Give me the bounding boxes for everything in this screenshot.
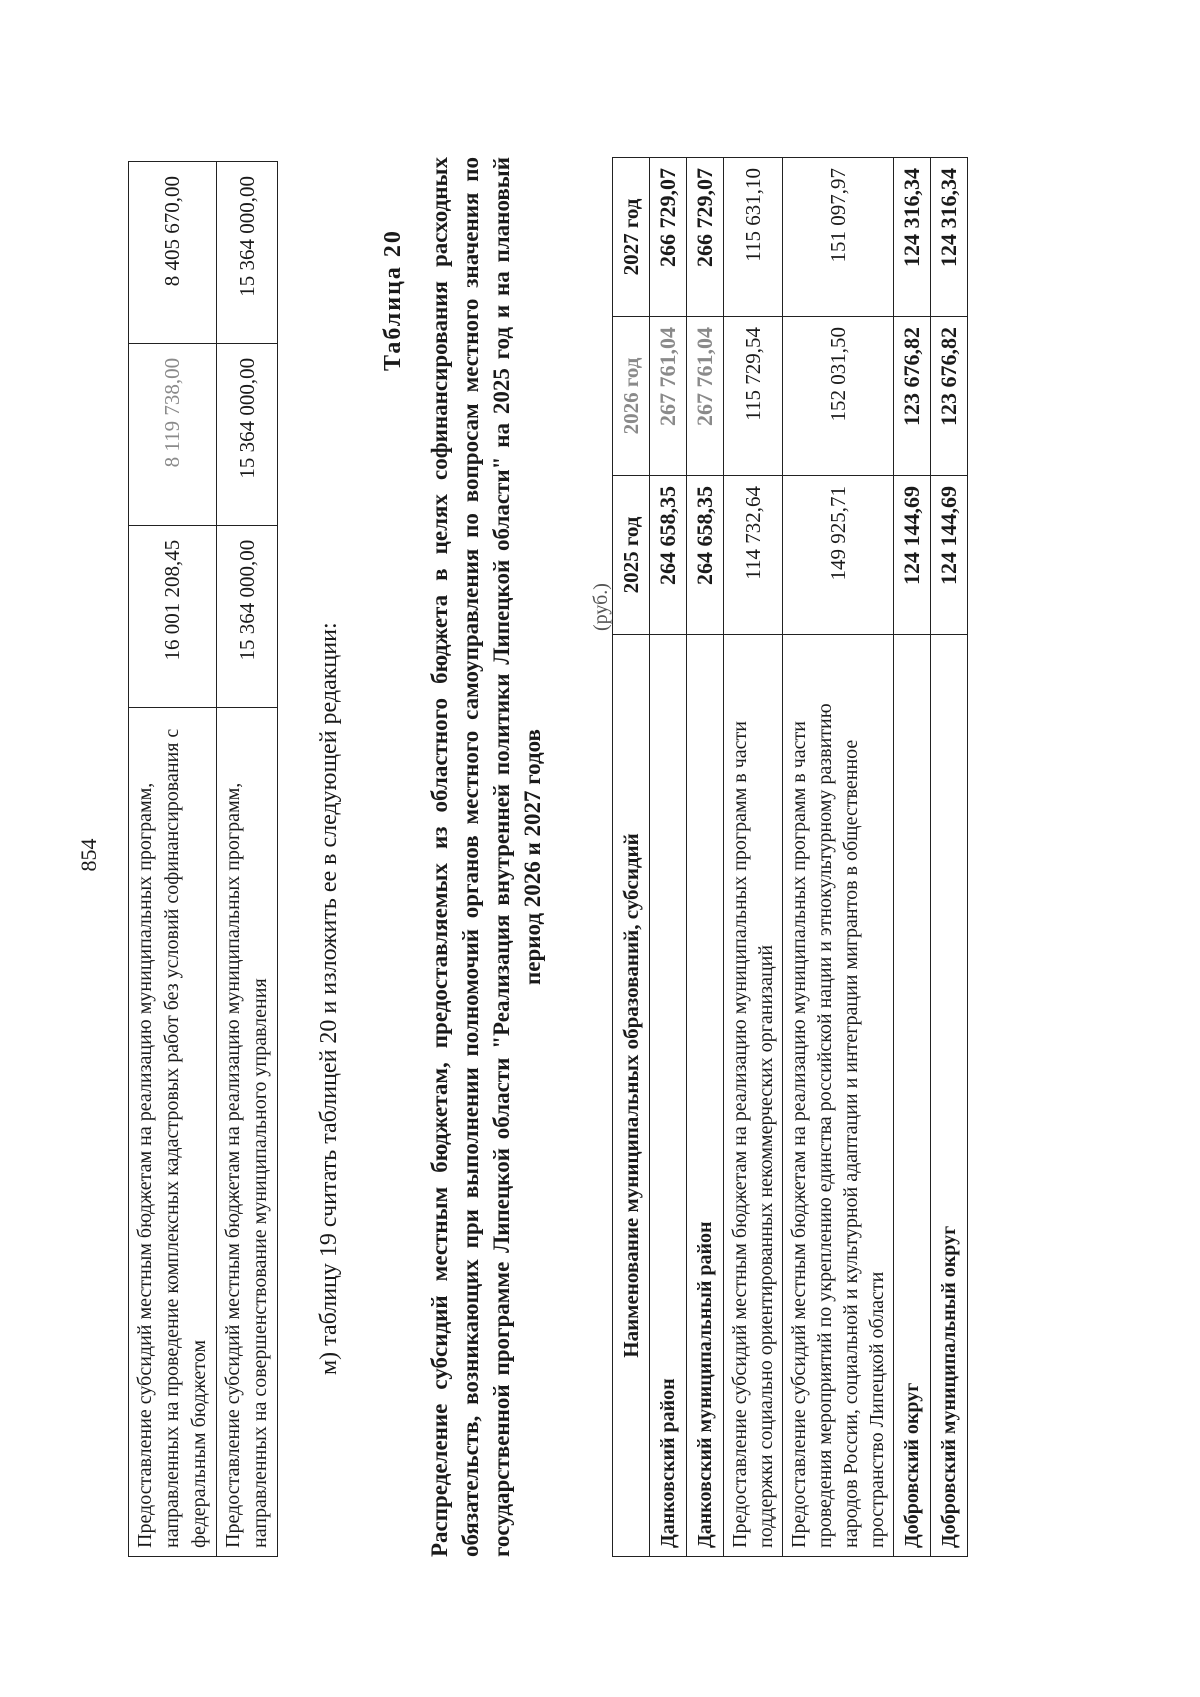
column-header-2027: 2027 год bbox=[613, 158, 650, 317]
column-header-2026: 2026 год bbox=[613, 317, 650, 476]
subsidy-description: Предоставление субсидий местным бюджетам на реализацию муниципальных программ в части поддержки социально ориентированных некоммерческих организаций bbox=[724, 635, 783, 1557]
subsidy-description: Предоставление субсидий местным бюджетам на реализацию муниципальных программ, направленных на проведение комплексных кадастровых работ без условий софинансирования с федеральным бюджетом bbox=[129, 707, 217, 1556]
table-row bbox=[783, 158, 894, 1557]
table-row bbox=[894, 158, 931, 1557]
table-row bbox=[724, 158, 783, 1557]
value-2025: 124 144,69 bbox=[894, 476, 931, 635]
table-header-row bbox=[613, 158, 650, 1557]
value-2025: 264 658,35 bbox=[650, 476, 687, 635]
page-number: 854 bbox=[76, 838, 101, 872]
value-2026: 8 119 738,00 bbox=[129, 343, 217, 525]
value-2025: 149 925,71 bbox=[783, 476, 894, 635]
value-2025: 264 658,35 bbox=[687, 476, 724, 635]
municipality-name: Добровский муниципальный округ bbox=[931, 635, 968, 1557]
value-2026: 267 761,04 bbox=[650, 317, 687, 476]
table-row bbox=[931, 158, 968, 1557]
value-2025: 124 144,69 bbox=[931, 476, 968, 635]
value-2027: 124 316,34 bbox=[931, 158, 968, 317]
value-2027: 266 729,07 bbox=[650, 158, 687, 317]
table-row bbox=[129, 162, 217, 1557]
table-row bbox=[217, 162, 278, 1557]
value-2026: 123 676,82 bbox=[931, 317, 968, 476]
municipality-name: Добровский округ bbox=[894, 635, 931, 1557]
value-2025: 16 001 208,45 bbox=[129, 525, 217, 707]
continued-table bbox=[128, 161, 278, 1557]
value-2027: 8 405 670,00 bbox=[129, 162, 217, 344]
currency-note: (руб.) bbox=[590, 583, 612, 631]
value-2027: 124 316,34 bbox=[894, 158, 931, 317]
value-2026: 267 761,04 bbox=[687, 317, 724, 476]
table-title: Распределение субсидий местным бюджетам, предоставляемых из областного бюджета в целях софинансирования расходных обязательств, возникающих при выполнении полномочий органов местного самоуправления по вопросам местного значения по государственной программе Липецкой области "Реализация внутренней политики Липецкой области" на 2025 год и на плановый период 2026 и 2027 годов bbox=[427, 157, 545, 1557]
subsidy-description: Предоставление субсидий местным бюджетам на реализацию муниципальных программ, направленных на совершенствование муниципального управления bbox=[217, 707, 278, 1556]
value-2025: 114 732,64 bbox=[724, 476, 783, 635]
subsidy-distribution-table bbox=[612, 157, 968, 1557]
amendment-instruction: м) таблицу 19 считать таблицей 20 и изложить ее в следующей редакции: bbox=[316, 622, 342, 1375]
value-2027: 15 364 000,00 bbox=[217, 162, 278, 344]
value-2027: 151 097,97 bbox=[783, 158, 894, 317]
column-header-name: Наименование муниципальных образований, субсидий bbox=[613, 635, 650, 1557]
value-2025: 15 364 000,00 bbox=[217, 525, 278, 707]
table-number: Таблица 20 bbox=[380, 229, 406, 371]
subsidy-description: Предоставление субсидий местным бюджетам на реализацию муниципальных программ в части проведения мероприятий по укреплению единства российской нации и этнокультурному развитию народов России, социальной и культурной адаптации и интеграции мигрантов в общественное пространство Липецкой области bbox=[783, 635, 894, 1557]
value-2026: 115 729,54 bbox=[724, 317, 783, 476]
table-row bbox=[687, 158, 724, 1557]
value-2027: 266 729,07 bbox=[687, 158, 724, 317]
value-2026: 15 364 000,00 bbox=[217, 343, 278, 525]
table-row bbox=[650, 158, 687, 1557]
value-2026: 152 031,50 bbox=[783, 317, 894, 476]
value-2026: 123 676,82 bbox=[894, 317, 931, 476]
value-2027: 115 631,10 bbox=[724, 158, 783, 317]
column-header-2025: 2025 год bbox=[613, 476, 650, 635]
municipality-name: Данковский муниципальный район bbox=[687, 635, 724, 1557]
municipality-name: Данковский район bbox=[650, 635, 687, 1557]
